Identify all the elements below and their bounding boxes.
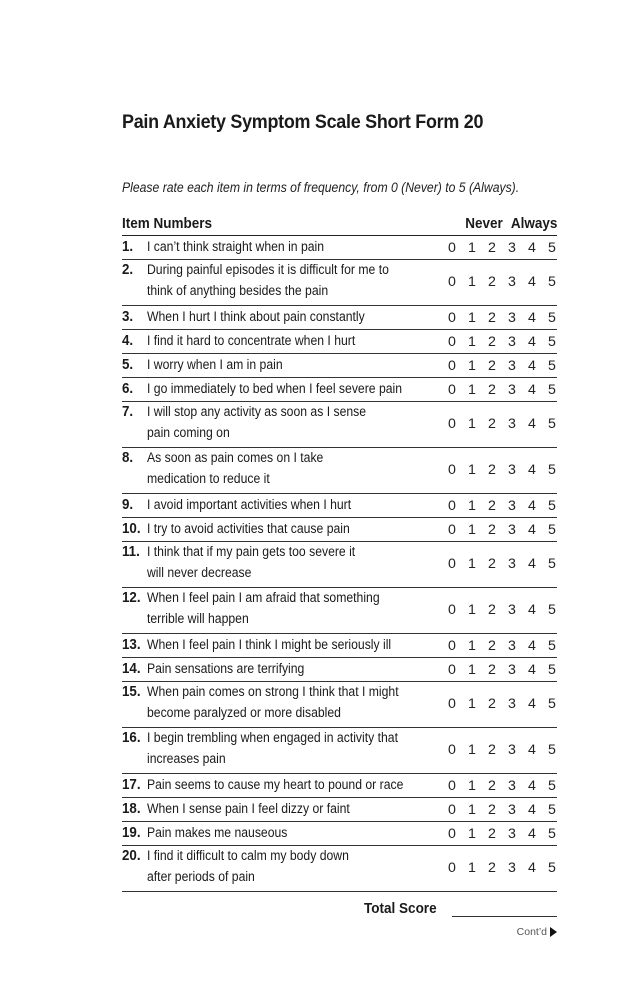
table-row <box>122 542 557 588</box>
table-header <box>122 213 557 236</box>
rating-scale <box>442 776 557 796</box>
rating-option[interactable]: 2 <box>488 498 496 514</box>
rating-option[interactable]: 4 <box>528 240 536 256</box>
rating-option[interactable]: 1 <box>468 860 476 876</box>
item-numbers-header: Item Numbers <box>122 215 213 232</box>
rating-option[interactable]: 0 <box>448 382 456 398</box>
rating-option[interactable]: 5 <box>548 498 556 514</box>
item-text: I find it difficult to calm my body down <box>147 848 349 864</box>
rating-option[interactable]: 5 <box>548 358 556 374</box>
item-text: When I hurt I think about pain constantly <box>147 309 365 325</box>
total-score-blank[interactable] <box>452 916 557 917</box>
item-number: 5. <box>122 357 134 373</box>
rating-option[interactable]: 4 <box>528 662 536 678</box>
item-text: become paralyzed or more disabled <box>147 705 341 721</box>
rating-option[interactable]: 2 <box>488 334 496 350</box>
rating-option[interactable]: 3 <box>508 778 516 794</box>
rating-option[interactable]: 1 <box>468 556 476 572</box>
rating-scale <box>442 660 557 680</box>
rating-option[interactable]: 0 <box>448 742 456 758</box>
rating-option[interactable]: 5 <box>548 416 556 432</box>
rating-option[interactable]: 3 <box>508 310 516 326</box>
rating-scale <box>442 520 557 540</box>
rating-option[interactable]: 1 <box>468 498 476 514</box>
rating-option[interactable]: 4 <box>528 358 536 374</box>
item-text: increases pain <box>147 751 226 767</box>
rating-option[interactable]: 1 <box>468 638 476 654</box>
item-text: During painful episodes it is difficult for me to <box>147 262 389 278</box>
rating-option[interactable]: 2 <box>488 462 496 478</box>
rating-option[interactable]: 5 <box>548 240 556 256</box>
rating-option[interactable]: 2 <box>488 826 496 842</box>
rating-option[interactable]: 0 <box>448 498 456 514</box>
item-number: 4. <box>122 333 134 349</box>
item-number: 20. <box>122 848 141 864</box>
rating-option[interactable]: 2 <box>488 662 496 678</box>
rating-option[interactable]: 0 <box>448 638 456 654</box>
rating-option[interactable]: 2 <box>488 742 496 758</box>
rating-option[interactable]: 0 <box>448 778 456 794</box>
item-list <box>122 236 557 892</box>
rating-option[interactable]: 1 <box>468 274 476 290</box>
item-number: 11. <box>122 544 140 560</box>
rating-scale <box>442 272 557 292</box>
rating-option[interactable]: 4 <box>528 602 536 618</box>
rating-option[interactable]: 4 <box>528 638 536 654</box>
rating-option[interactable]: 1 <box>468 358 476 374</box>
rating-option[interactable]: 4 <box>528 556 536 572</box>
rating-option[interactable]: 3 <box>508 498 516 514</box>
rating-option[interactable]: 3 <box>508 802 516 818</box>
item-text: I can’t think straight when in pain <box>147 239 325 255</box>
rating-option[interactable]: 3 <box>508 742 516 758</box>
rating-scale <box>442 308 557 328</box>
item-number: 9. <box>122 497 134 513</box>
rating-option[interactable]: 0 <box>448 522 456 538</box>
item-number: 19. <box>122 825 141 841</box>
rating-option[interactable]: 0 <box>448 662 456 678</box>
table-row <box>122 588 557 634</box>
rating-option[interactable]: 3 <box>508 662 516 678</box>
rating-option[interactable]: 5 <box>548 522 556 538</box>
always-label: Always <box>510 215 557 232</box>
rating-option[interactable]: 5 <box>548 602 556 618</box>
rating-option[interactable]: 4 <box>528 696 536 712</box>
item-number: 2. <box>122 262 134 278</box>
rating-option[interactable]: 3 <box>508 860 516 876</box>
item-text: medication to reduce it <box>147 471 270 487</box>
table-row <box>122 378 557 402</box>
rating-option[interactable]: 0 <box>448 358 456 374</box>
table-row <box>122 448 557 494</box>
rating-option[interactable]: 1 <box>468 696 476 712</box>
table-row <box>122 798 557 822</box>
rating-option[interactable]: 1 <box>468 382 476 398</box>
rating-scale <box>442 800 557 820</box>
item-text: Pain sensations are terrifying <box>147 661 305 677</box>
item-text: As soon as pain comes on I take <box>147 450 324 466</box>
rating-option[interactable]: 1 <box>468 826 476 842</box>
rating-option[interactable]: 3 <box>508 696 516 712</box>
item-text: When I sense pain I feel dizzy or faint <box>147 801 350 817</box>
table-row <box>122 728 557 774</box>
rating-option[interactable]: 0 <box>448 602 456 618</box>
item-text: I try to avoid activities that cause pain <box>147 521 350 537</box>
table-row <box>122 330 557 354</box>
rating-option[interactable]: 5 <box>548 462 556 478</box>
rating-option[interactable]: 1 <box>468 522 476 538</box>
table-row <box>122 354 557 378</box>
rating-option[interactable]: 4 <box>528 274 536 290</box>
rating-option[interactable]: 2 <box>488 358 496 374</box>
rating-scale <box>442 636 557 656</box>
rating-scale <box>442 414 557 434</box>
item-text: I go immediately to bed when I feel severe pain <box>147 381 403 397</box>
item-text: think of anything besides the pain <box>147 283 329 299</box>
rating-option[interactable]: 5 <box>548 802 556 818</box>
rating-scale <box>442 460 557 480</box>
rating-option[interactable]: 2 <box>488 638 496 654</box>
rating-option[interactable]: 4 <box>528 334 536 350</box>
table-row <box>122 260 557 306</box>
rating-option[interactable]: 0 <box>448 240 456 256</box>
rating-option[interactable]: 4 <box>528 802 536 818</box>
rating-scale <box>442 824 557 844</box>
table-row <box>122 774 557 798</box>
rating-scale <box>442 858 557 878</box>
rating-option[interactable]: 5 <box>548 274 556 290</box>
rating-option[interactable]: 4 <box>528 826 536 842</box>
rating-option[interactable]: 1 <box>468 802 476 818</box>
rating-option[interactable]: 4 <box>528 382 536 398</box>
rating-option[interactable]: 0 <box>448 462 456 478</box>
rating-option[interactable]: 4 <box>528 742 536 758</box>
rating-option[interactable]: 3 <box>508 638 516 654</box>
rating-option[interactable]: 0 <box>448 416 456 432</box>
item-number: 13. <box>122 637 141 653</box>
continued-label: Cont’d <box>516 926 547 938</box>
rating-option[interactable]: 2 <box>488 310 496 326</box>
rating-option[interactable]: 1 <box>468 416 476 432</box>
page-title: Pain Anxiety Symptom Scale Short Form 20 <box>122 111 484 133</box>
rating-option[interactable]: 2 <box>488 802 496 818</box>
rating-option[interactable]: 5 <box>548 860 556 876</box>
rating-option[interactable]: 3 <box>508 602 516 618</box>
rating-option[interactable]: 3 <box>508 462 516 478</box>
rating-option[interactable]: 5 <box>548 778 556 794</box>
rating-option[interactable]: 2 <box>488 240 496 256</box>
rating-option[interactable]: 3 <box>508 826 516 842</box>
item-text: will never decrease <box>147 565 252 581</box>
item-number: 16. <box>122 730 141 746</box>
item-text: When I feel pain I think I might be seriously ill <box>147 637 392 653</box>
item-text: I will stop any activity as soon as I sense <box>147 404 367 420</box>
item-text: I begin trembling when engaged in activity that <box>147 730 398 746</box>
instructions: Please rate each item in terms of frequency, from 0 (Never) to 5 (Always). <box>122 180 520 196</box>
total-score-row <box>122 898 557 920</box>
rating-option[interactable]: 0 <box>448 826 456 842</box>
item-text: I find it hard to concentrate when I hurt <box>147 333 356 349</box>
rating-option[interactable]: 2 <box>488 602 496 618</box>
scale-header <box>465 215 557 232</box>
rating-option[interactable]: 0 <box>448 860 456 876</box>
rating-option[interactable]: 1 <box>468 602 476 618</box>
item-number: 14. <box>122 661 141 677</box>
rating-scale <box>442 356 557 376</box>
table-row <box>122 306 557 330</box>
rating-option[interactable]: 2 <box>488 860 496 876</box>
table-row <box>122 518 557 542</box>
rating-option[interactable]: 4 <box>528 498 536 514</box>
rating-option[interactable]: 1 <box>468 662 476 678</box>
total-score-label: Total Score <box>364 900 437 917</box>
rating-option[interactable]: 4 <box>528 860 536 876</box>
table-row <box>122 236 557 260</box>
rating-option[interactable]: 5 <box>548 638 556 654</box>
rating-option[interactable]: 2 <box>488 382 496 398</box>
table-row <box>122 682 557 728</box>
rating-scale <box>442 496 557 516</box>
arrow-right-icon <box>550 927 557 937</box>
continued-note <box>517 926 557 938</box>
rating-option[interactable]: 5 <box>548 556 556 572</box>
rating-scale <box>442 600 557 620</box>
table-row <box>122 822 557 846</box>
rating-option[interactable]: 4 <box>528 778 536 794</box>
rating-option[interactable]: 0 <box>448 274 456 290</box>
item-number: 6. <box>122 381 134 397</box>
rating-scale <box>442 554 557 574</box>
item-number: 10. <box>122 521 141 537</box>
item-text: I think that if my pain gets too severe it <box>147 544 356 560</box>
rating-option[interactable]: 0 <box>448 334 456 350</box>
rating-option[interactable]: 3 <box>508 556 516 572</box>
table-row <box>122 658 557 682</box>
item-text: pain coming on <box>147 425 230 441</box>
item-text: Pain makes me nauseous <box>147 825 288 841</box>
rating-scale <box>442 694 557 714</box>
item-text: terrible will happen <box>147 611 249 627</box>
rating-option[interactable]: 2 <box>488 416 496 432</box>
rating-option[interactable]: 0 <box>448 310 456 326</box>
table-row <box>122 402 557 448</box>
rating-scale <box>442 238 557 258</box>
table-row <box>122 634 557 658</box>
item-number: 17. <box>122 777 141 793</box>
rating-option[interactable]: 3 <box>508 382 516 398</box>
rating-option[interactable]: 4 <box>528 416 536 432</box>
rating-option[interactable]: 3 <box>508 240 516 256</box>
rating-option[interactable]: 2 <box>488 556 496 572</box>
rating-option[interactable]: 5 <box>548 310 556 326</box>
rating-option[interactable]: 3 <box>508 416 516 432</box>
rating-option[interactable]: 4 <box>528 522 536 538</box>
item-number: 12. <box>122 590 141 606</box>
rating-option[interactable]: 0 <box>448 696 456 712</box>
rating-option[interactable]: 2 <box>488 274 496 290</box>
rating-option[interactable]: 5 <box>548 696 556 712</box>
item-number: 7. <box>122 404 134 420</box>
rating-option[interactable]: 3 <box>508 334 516 350</box>
rating-option[interactable]: 1 <box>468 462 476 478</box>
item-text: I avoid important activities when I hurt <box>147 497 352 513</box>
rating-option[interactable]: 1 <box>468 778 476 794</box>
item-text: Pain seems to cause my heart to pound or race <box>147 777 404 793</box>
item-text: I worry when I am in pain <box>147 357 283 373</box>
rating-option[interactable]: 1 <box>468 334 476 350</box>
item-number: 1. <box>122 239 134 255</box>
table-row <box>122 494 557 518</box>
rating-option[interactable]: 4 <box>528 310 536 326</box>
rating-option[interactable]: 0 <box>448 556 456 572</box>
rating-option[interactable]: 3 <box>508 522 516 538</box>
rating-scale <box>442 380 557 400</box>
table-row <box>122 846 557 892</box>
item-number: 15. <box>122 684 141 700</box>
rating-option[interactable]: 5 <box>548 742 556 758</box>
rating-option[interactable]: 2 <box>488 522 496 538</box>
rating-option[interactable]: 5 <box>548 826 556 842</box>
rating-option[interactable]: 2 <box>488 696 496 712</box>
rating-scale <box>442 740 557 760</box>
item-number: 18. <box>122 801 141 817</box>
rating-option[interactable]: 1 <box>468 310 476 326</box>
rating-scale <box>442 332 557 352</box>
rating-option[interactable]: 3 <box>508 358 516 374</box>
item-text: When I feel pain I am afraid that something <box>147 590 380 606</box>
item-number: 3. <box>122 309 134 325</box>
item-text: after periods of pain <box>147 869 255 885</box>
never-label: Never <box>464 215 503 232</box>
rating-option[interactable]: 5 <box>548 334 556 350</box>
rating-option[interactable]: 2 <box>488 778 496 794</box>
rating-option[interactable]: 1 <box>468 742 476 758</box>
rating-option[interactable]: 4 <box>528 462 536 478</box>
item-text: When pain comes on strong I think that I might <box>147 684 399 700</box>
rating-option[interactable]: 1 <box>468 240 476 256</box>
item-number: 8. <box>122 450 134 466</box>
rating-option[interactable]: 3 <box>508 274 516 290</box>
rating-option[interactable]: 5 <box>548 382 556 398</box>
rating-option[interactable]: 5 <box>548 662 556 678</box>
rating-option[interactable]: 0 <box>448 802 456 818</box>
